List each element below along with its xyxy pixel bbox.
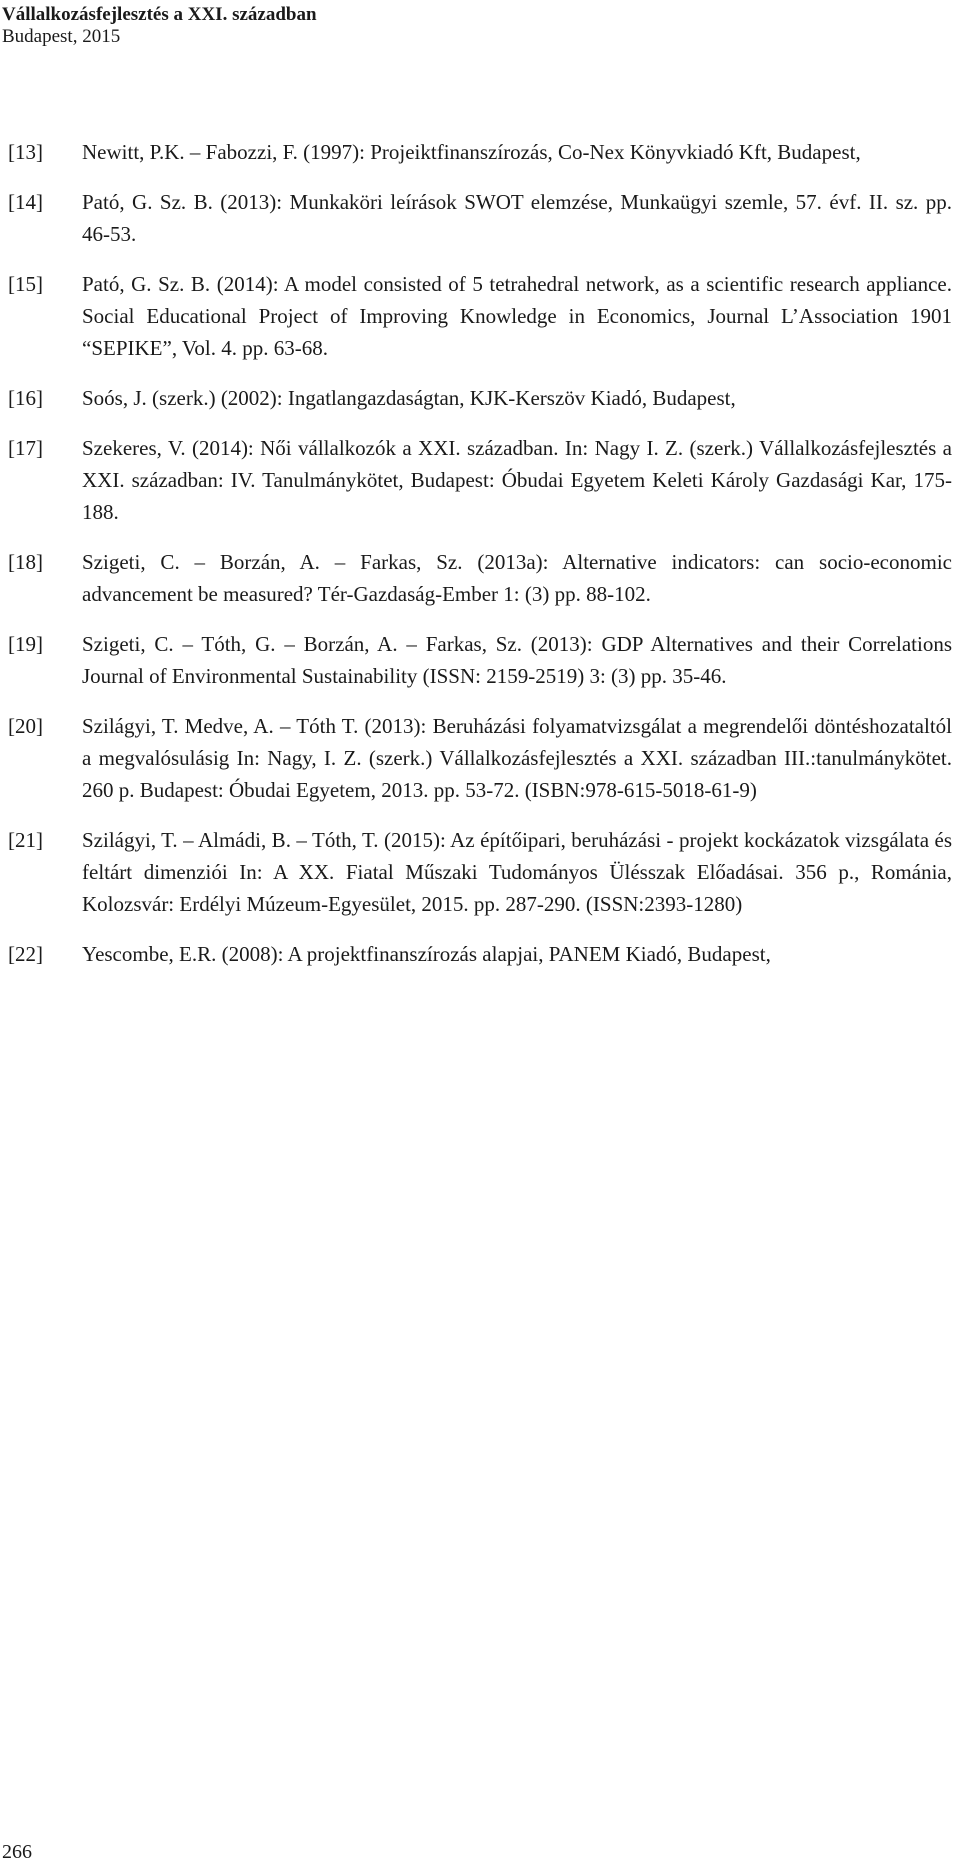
reference-number: [14] [8,190,43,214]
reference-text: Pató, G. Sz. B. (2013): Munkaköri leírások SWOT elemzése, Munkaügyi szemle, 57. évf. II. sz. pp. 46-53. [82,190,952,246]
reference-number: [13] [8,140,43,164]
reference-number: [22] [8,942,43,966]
reference-text: Szilágyi, T. Medve, A. – Tóth T. (2013): Beruházási folyamatvizsgálat a megrendelői döntéshozataltól a megvalósulásig In: Nagy, I. Z. (szerk.) Vállalkozásfejlesztés a XXI. században III.:tanulmánykötet. 260 p. Budapest: Óbudai Egyetem, 2013. pp. 53-72. (ISBN:978-615-5018-61-9) [82,714,952,802]
reference-item [0,136,960,168]
reference-text: Szigeti, C. – Borzán, A. – Farkas, Sz. (2013a): Alternative indicators: can socio-economic advancement be measured? Tér-Gazdaság-Ember 1: (3) pp. 88-102. [82,550,952,606]
reference-list [0,136,960,988]
reference-text: Szigeti, C. – Tóth, G. – Borzán, A. – Farkas, Sz. (2013): GDP Alternatives and their Correlations Journal of Environmental Sustainability (ISSN: 2159-2519) 3: (3) pp. 35-46. [82,632,952,688]
reference-item [0,938,960,970]
reference-number: [15] [8,272,43,296]
reference-number: [20] [8,714,43,738]
reference-item [0,710,960,806]
header-subtitle: Budapest, 2015 [2,26,121,47]
reference-text: Szekeres, V. (2014): Női vállalkozók a XXI. században. In: Nagy I. Z. (szerk.) Vállalkozásfejlesztés a XXI. században: IV. Tanulmánykötet, Budapest: Óbudai Egyetem Keleti Károly Gazdasági Kar, 175-188. [82,436,952,524]
page-number: 266 [2,1841,32,1863]
reference-item [0,824,960,920]
reference-number: [16] [8,386,43,410]
reference-number: [18] [8,550,43,574]
reference-number: [21] [8,828,43,852]
reference-item [0,432,960,528]
reference-item [0,186,960,250]
running-header [2,4,317,48]
reference-number: [19] [8,632,43,656]
reference-item [0,382,960,414]
reference-text: Yescombe, E.R. (2008): A projektfinanszírozás alapjai, PANEM Kiadó, Budapest, [82,942,771,966]
reference-number: [17] [8,436,43,460]
reference-item [0,268,960,364]
reference-text: Newitt, P.K. – Fabozzi, F. (1997): Projeiktfinanszírozás, Co-Nex Könyvkiadó Kft, Budapest, [82,140,861,164]
header-title: Vállalkozásfejlesztés a XXI. században [2,4,317,25]
reference-text: Pató, G. Sz. B. (2014): A model consisted of 5 tetrahedral network, as a scientific research appliance. Social Educational Project of Improving Knowledge in Economics, Journal L’Association 1901 “SEPIKE”, Vol. 4. pp. 63-68. [82,272,952,360]
reference-text: Szilágyi, T. – Almádi, B. – Tóth, T. (2015): Az építőipari, beruházási - projekt kockázatok vizsgálata és feltárt dimenziói In: A XX. Fiatal Műszaki Tudományos Ülésszak Előadásai. 356 p., Románia, Kolozsvár: Erdélyi Múzeum-Egyesület, 2015. pp. 287-290. (ISSN:2393-1280) [82,828,952,916]
reference-text: Soós, J. (szerk.) (2002): Ingatlangazdaságtan, KJK-Kerszöv Kiadó, Budapest, [82,386,736,410]
reference-item [0,546,960,610]
reference-item [0,628,960,692]
